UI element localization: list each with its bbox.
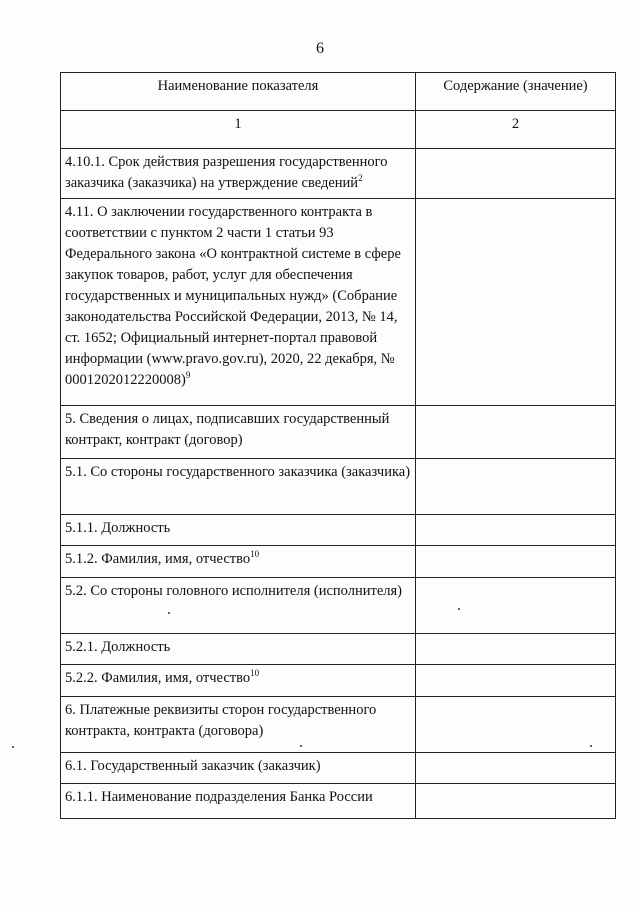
footnote-ref: 2 — [358, 173, 363, 184]
column-number-row — [61, 111, 616, 149]
indicator-text: 5.2.1. Должность — [65, 639, 171, 655]
indicator-cell — [61, 515, 416, 546]
column-number: 1 — [61, 111, 416, 149]
table-row — [61, 753, 616, 784]
value-cell — [416, 697, 616, 753]
value-cell — [416, 784, 616, 819]
value-cell — [416, 665, 616, 697]
table-row — [61, 697, 616, 753]
value-cell — [416, 406, 616, 459]
footnote-ref: 10 — [250, 549, 260, 560]
table-row — [61, 515, 616, 546]
table-header-row — [61, 73, 616, 111]
indicator-text: 5. Сведения о лицах, подписавших государственный контракт, контракт (договор) — [65, 411, 390, 448]
indicator-text: 5.2.2. Фамилия, имя, отчество — [65, 670, 251, 686]
indicator-text: 4.11. О заключении государственного контракта в соответствии с пунктом 2 части 1 статьи 93 Федерального закона «О контрактной системе в сфере закупок товаров, работ, услуг для обеспечения государственных и муниципальных нужд» (Собрание законодательства Российской Федерации, 2013, № 14, ст. 1652; Официальный интернет-портал правовой информации (www.pravo.gov.ru), 2020, 22 декабря, № 0001202012220008) — [65, 204, 401, 388]
indicator-text: 6. Платежные реквизиты сторон государственного контракта, контракта (договора) — [65, 702, 377, 739]
indicator-text: 5.2. Со стороны головного исполнителя (исполнителя) — [65, 583, 403, 599]
table-row — [61, 459, 616, 515]
indicator-cell — [61, 199, 416, 406]
value-cell — [416, 634, 616, 665]
column-header-indicator-name: Наименование показателя — [61, 73, 416, 111]
table-row — [61, 149, 616, 199]
indicator-text: 6.1. Государственный заказчик (заказчик) — [65, 758, 321, 774]
value-cell — [416, 515, 616, 546]
value-cell — [416, 149, 616, 199]
indicator-cell — [61, 753, 416, 784]
scan-speck — [12, 746, 14, 748]
footnote-ref: 10 — [250, 668, 260, 679]
column-header-content-value: Содержание (значение) — [416, 73, 616, 111]
indicator-table — [60, 72, 616, 819]
indicator-cell — [61, 665, 416, 697]
value-cell — [416, 753, 616, 784]
indicator-cell — [61, 406, 416, 459]
indicator-cell — [61, 459, 416, 515]
table-row — [61, 199, 616, 406]
indicator-text: 6.1.1. Наименование подразделения Банка России — [65, 789, 373, 805]
table-row — [61, 546, 616, 578]
value-cell — [416, 199, 616, 406]
table-row — [61, 406, 616, 459]
indicator-cell — [61, 784, 416, 819]
indicator-cell — [61, 634, 416, 665]
indicator-cell — [61, 546, 416, 578]
indicator-cell — [61, 149, 416, 199]
indicator-text: 4.10.1. Срок действия разрешения государственного заказчика (заказчика) на утверждение сведений — [65, 154, 388, 191]
scan-speck — [590, 745, 592, 747]
scan-speck — [458, 608, 460, 610]
footnote-ref: 9 — [185, 370, 191, 381]
page-number: 6 — [316, 40, 324, 57]
indicator-cell — [61, 578, 416, 634]
value-cell — [416, 578, 616, 634]
table-row — [61, 578, 616, 634]
value-cell — [416, 459, 616, 515]
table-row — [61, 784, 616, 819]
scan-speck — [168, 612, 170, 614]
column-number: 2 — [416, 111, 616, 149]
indicator-text: 5.1.2. Фамилия, имя, отчество — [65, 551, 251, 567]
scan-speck — [300, 745, 302, 747]
table-row — [61, 634, 616, 665]
indicator-text: 5.1. Со стороны государственного заказчика (заказчика) — [65, 464, 411, 480]
indicator-cell — [61, 697, 416, 753]
indicator-text: 5.1.1. Должность — [65, 520, 171, 536]
table-row — [61, 665, 616, 697]
value-cell — [416, 546, 616, 578]
